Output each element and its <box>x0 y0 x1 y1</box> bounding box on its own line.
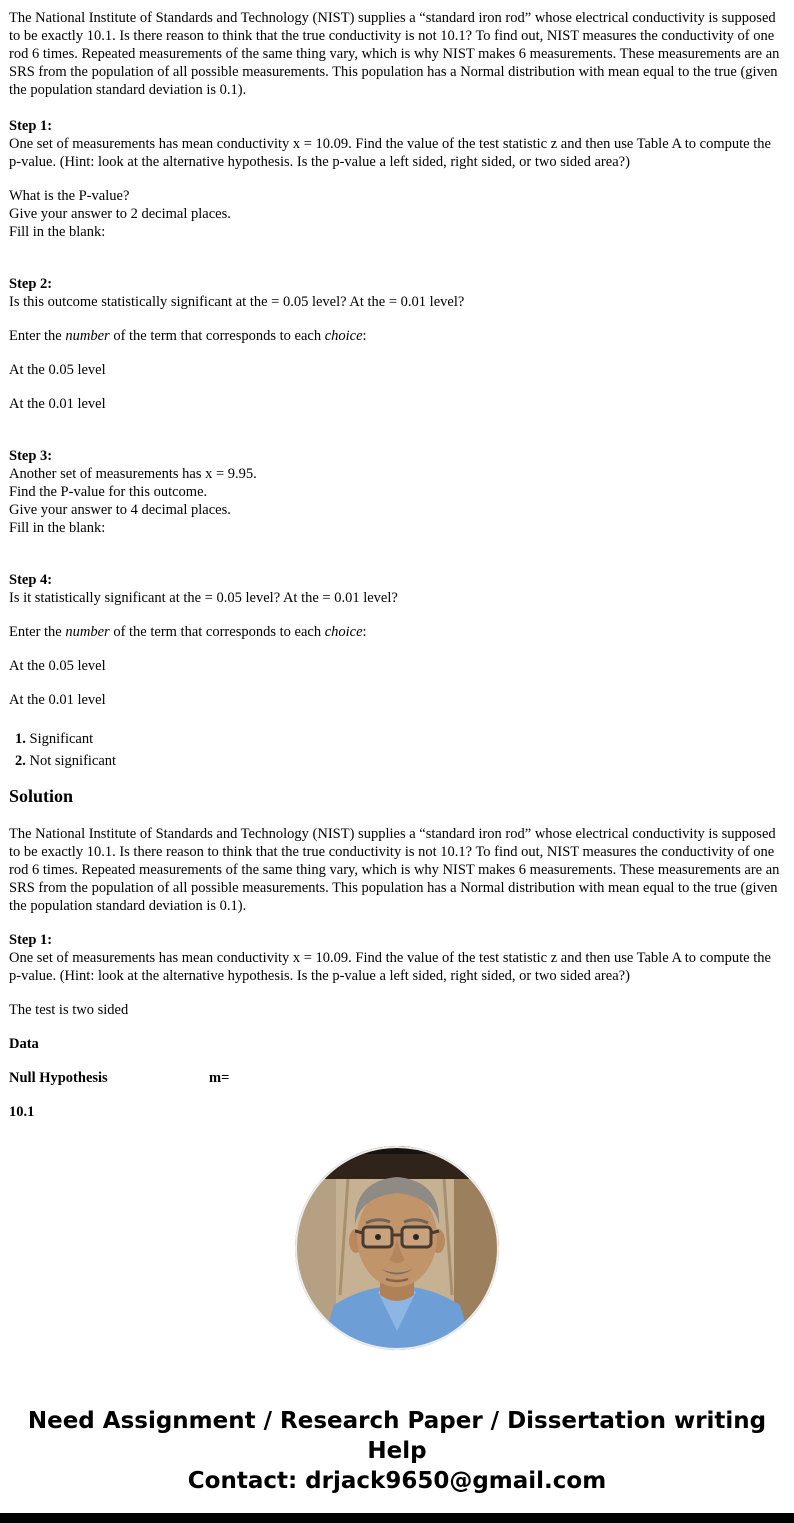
step1-question-line: Give your answer to 2 decimal places. <box>9 206 231 222</box>
enter-italic-number: number <box>65 328 110 344</box>
choice-item-not-significant <box>15 750 785 772</box>
step4-question: Is it statistically significant at the = 0.05 level? At the = 0.01 level? <box>9 590 398 606</box>
step2-level-001: At the 0.01 level <box>9 396 106 412</box>
solution-step1-body: One set of measurements has mean conductivity x = 10.09. Find the value of the test statistic z and then use Table A to compute the p-value. (Hint: look at the alternative hypothesis. Is the p-value a left sided, right sided, or two sided area?) <box>9 950 771 984</box>
choice-label: Significant <box>29 731 94 747</box>
step1-questions <box>9 187 785 241</box>
enter-text: Enter the <box>9 624 66 640</box>
enter-text: of the term that corresponds to each <box>109 328 325 344</box>
enter-text: Enter the <box>9 328 66 344</box>
step2-question: Is this outcome statistically significant at the = 0.05 level? At the = 0.01 level? <box>9 294 465 310</box>
solution-step1-section <box>9 931 785 985</box>
contact-banner-line1: Need Assignment / Research Paper / Dissertation writing Help <box>27 1408 767 1464</box>
contact-banner <box>25 1406 770 1496</box>
data-heading: Data <box>9 1036 39 1052</box>
step4-enter-line <box>9 623 785 641</box>
step1-heading: Step 1: <box>9 118 53 134</box>
choices-list <box>15 728 785 772</box>
step1-section <box>9 117 785 171</box>
step2-section <box>9 275 785 311</box>
portrait-top-band <box>294 1153 500 1179</box>
step3-line: Give your answer to 4 decimal places. <box>9 502 231 518</box>
step4-section <box>9 571 785 607</box>
choice-number: 2. <box>15 753 26 769</box>
step1-question-line: Fill in the blank: <box>9 224 106 240</box>
enter-text: : <box>362 624 367 640</box>
step1-body: One set of measurements has mean conductivity x = 10.09. Find the value of the test statistic z and then use Table A to compute the p-value. (Hint: look at the alternative hypothesis. Is the p-value a left sided, right sided, or two sided area?) <box>9 136 771 170</box>
solution-intro-paragraph: The National Institute of Standards and Technology (NIST) supplies a “standard iron rod” whose electrical conductivity is supposed to be exactly 10.1. Is there reason to think that the true conductivity is not 10.1? To find out, NIST measures the conductivity of one rod 6 times. Repeated measurements of the same thing vary, which is why NIST makes 6 measurements. These measurements are an SRS from the population of all possible measurements. This population has a Normal distribution with mean equal to the true (given the population standard deviation is 0.1). <box>9 826 780 914</box>
null-hypothesis-label: Null Hypothesis <box>9 1070 108 1086</box>
step4-level-001: At the 0.01 level <box>9 692 106 708</box>
step3-line: Fill in the blank: <box>9 520 106 536</box>
step4-level-005: At the 0.05 level <box>9 658 106 674</box>
step3-heading: Step 3: <box>9 448 53 464</box>
step3-section <box>9 447 785 537</box>
solution-note: The test is two sided <box>9 1002 129 1018</box>
step4-heading: Step 4: <box>9 572 53 588</box>
intro-paragraph: The National Institute of Standards and Technology (NIST) supplies a “standard iron rod” whose electrical conductivity is supposed to be exactly 10.1. Is there reason to think that the true conductivity is not 10.1? To find out, NIST measures the conductivity of one rod 6 times. Repeated measurements of the same thing vary, which is why NIST makes 6 measurements. These measurements are an SRS from the population of all possible measurements. This population has a Normal distribution with mean equal to the true (given the population standard deviation is 0.1). <box>9 10 780 98</box>
choice-item-significant <box>15 728 785 750</box>
step2-heading: Step 2: <box>9 276 53 292</box>
enter-italic-number: number <box>65 624 110 640</box>
null-hypothesis-symbol: m= <box>209 1070 230 1086</box>
solution-step1-heading: Step 1: <box>9 932 53 948</box>
step3-line: Find the P-value for this outcome. <box>9 484 208 500</box>
portrait-photo-svg <box>294 1145 500 1351</box>
step2-enter-line <box>9 327 785 345</box>
null-hypothesis-value: 10.1 <box>9 1104 35 1120</box>
enter-italic-choice: choice <box>324 328 363 344</box>
step1-question-line: What is the P-value? <box>9 188 130 204</box>
null-hypothesis-row <box>9 1069 785 1087</box>
enter-text: : <box>362 328 367 344</box>
enter-text: of the term that corresponds to each <box>109 624 325 640</box>
profile-photo <box>9 1145 785 1356</box>
bottom-black-bar <box>0 1513 794 1523</box>
step3-line: Another set of measurements has x = 9.95. <box>9 466 257 482</box>
solution-heading: Solution <box>9 786 74 806</box>
contact-banner-line2: Contact: drjack9650@gmail.com <box>187 1468 607 1494</box>
enter-italic-choice: choice <box>324 624 363 640</box>
step2-level-005: At the 0.05 level <box>9 362 106 378</box>
choice-label: Not significant <box>29 753 117 769</box>
choice-number: 1. <box>15 731 26 747</box>
